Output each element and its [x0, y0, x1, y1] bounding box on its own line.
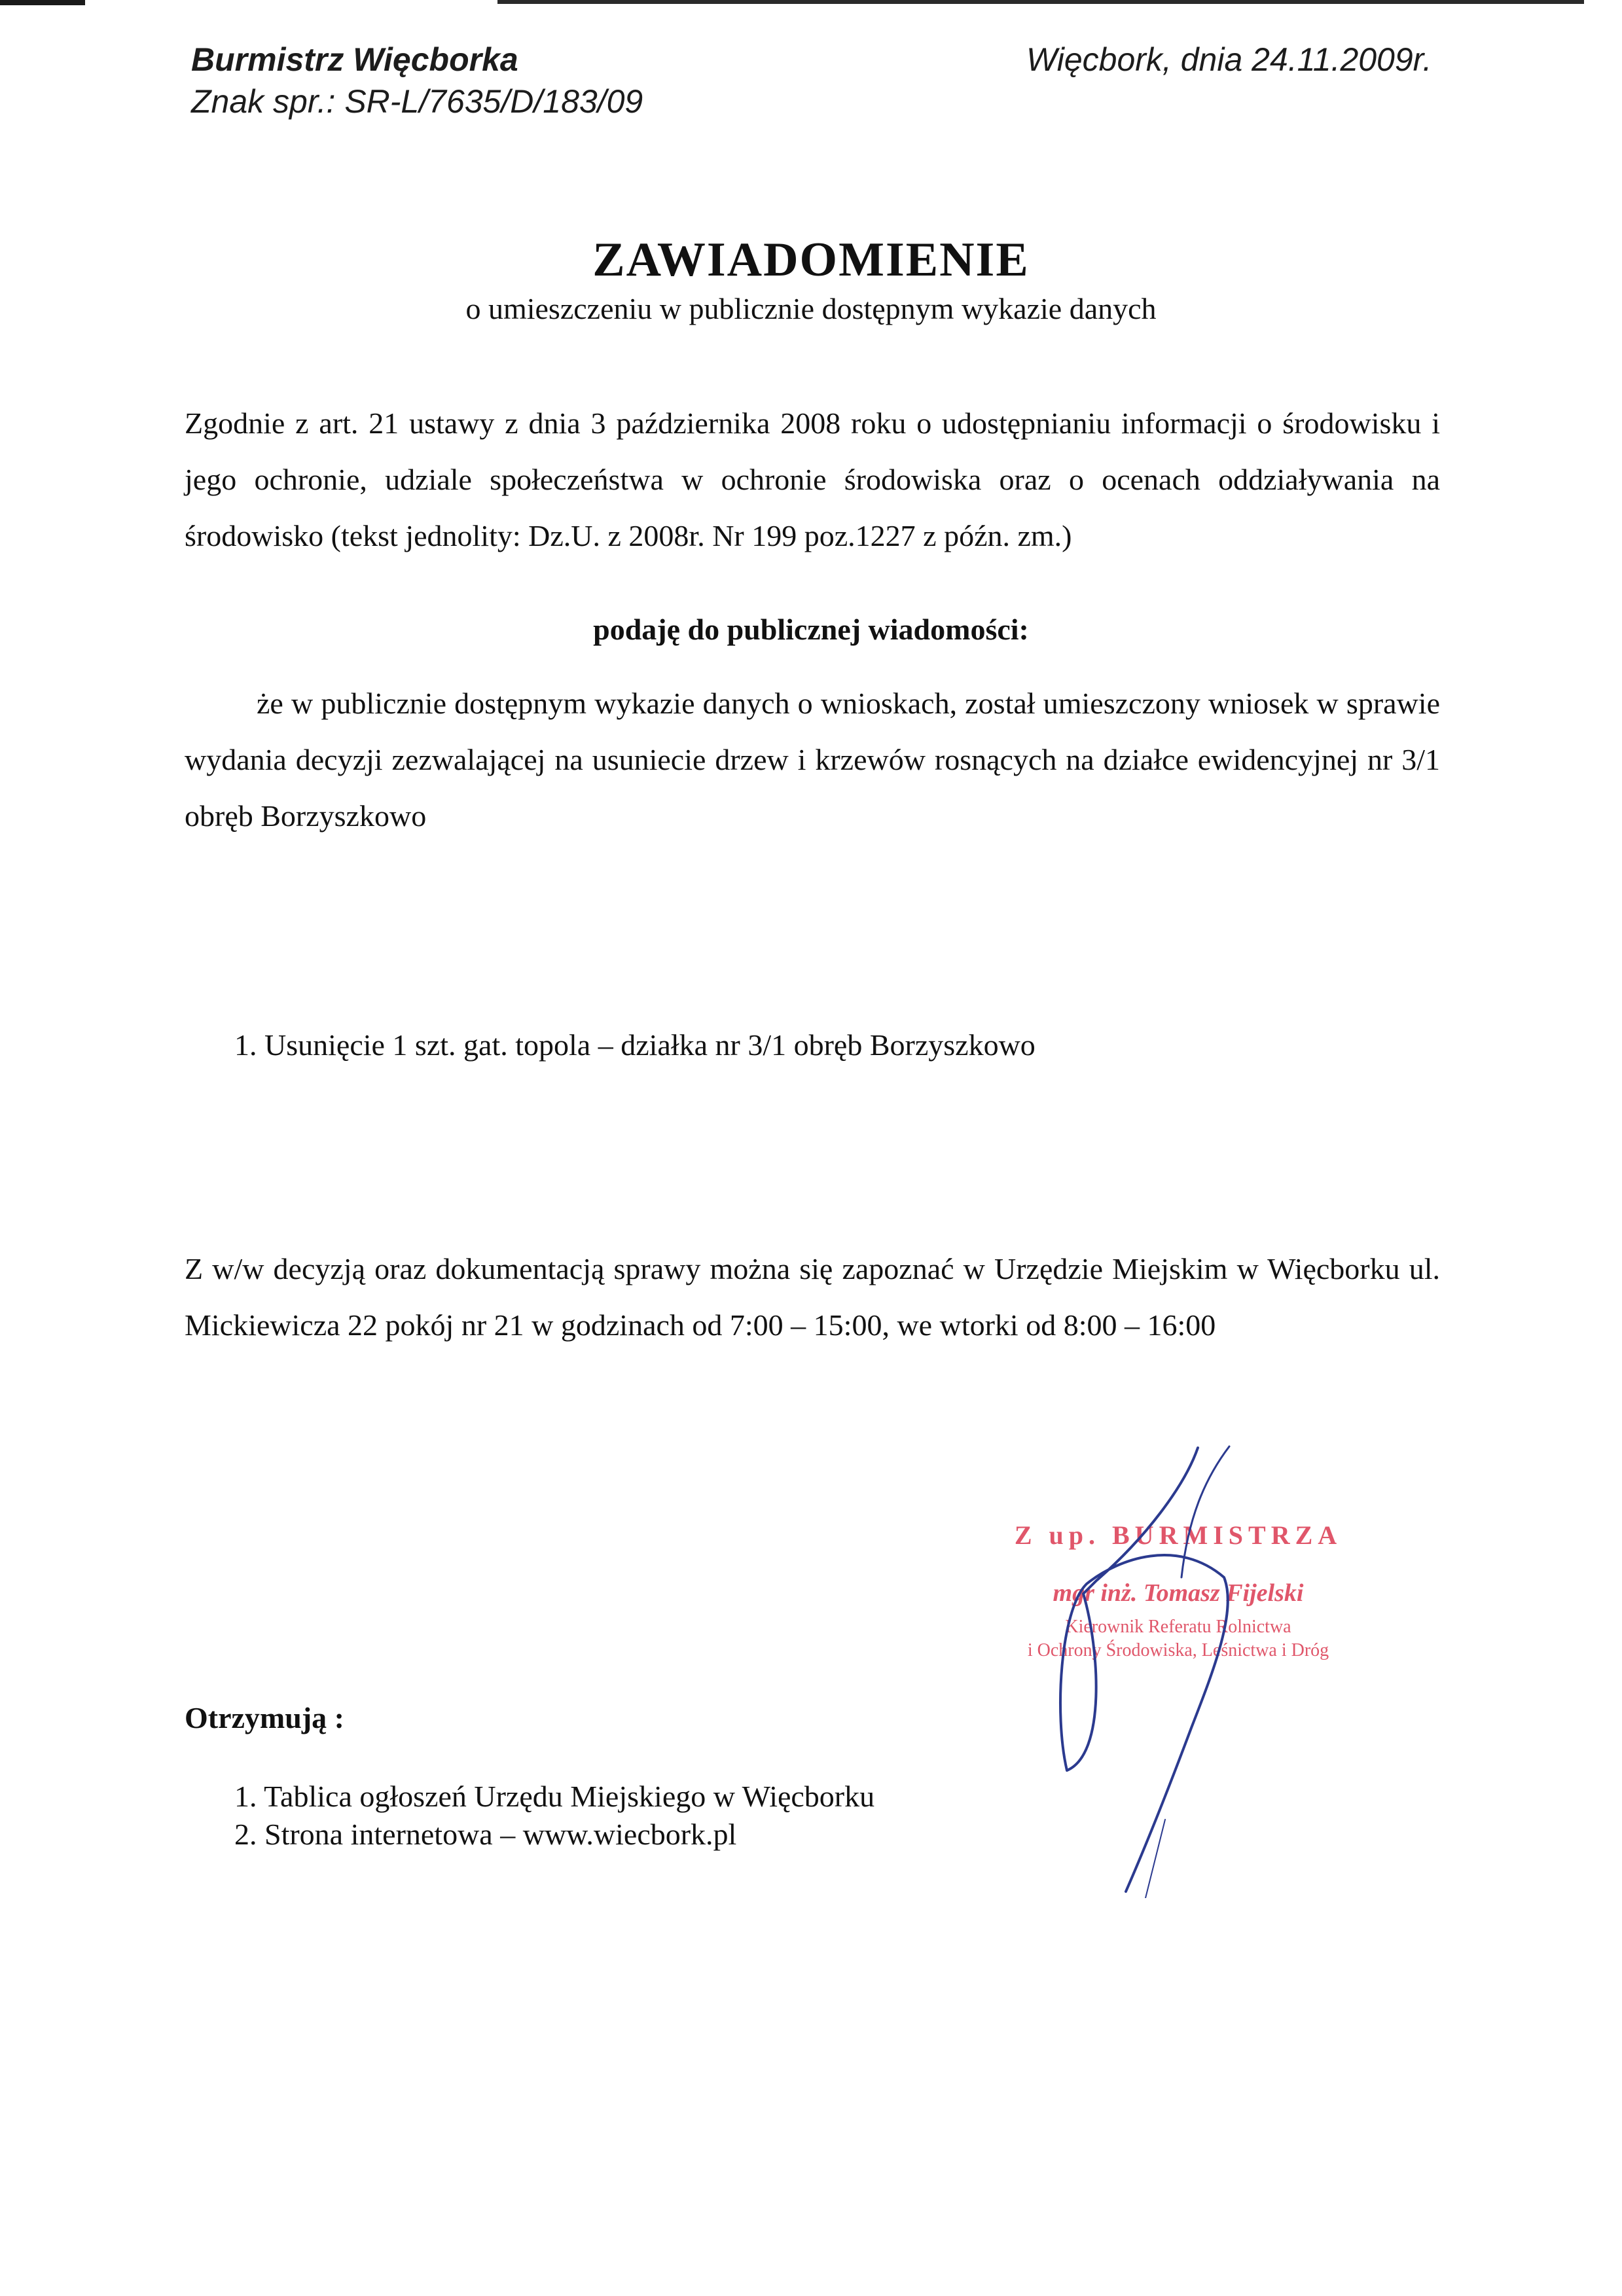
legal-basis-paragraph: Zgodnie z art. 21 ustawy z dnia 3 października 2008 roku o udostępnianiu informacji o środowisku i jego ochronie, udziale społeczeństwa w ochronie środowiska oraz o ocenach oddziaływania na środowisko (tekst jednolity: Dz.U. z 2008r. Nr 199 poz.1227 z późn. zm.) — [185, 406, 1440, 552]
stamp-position: Kierownik Referatu Rolnictwa — [1065, 1617, 1291, 1637]
recipient-item: 2. Strona internetowa – www.wiecbork.pl — [234, 1818, 737, 1851]
announcement-paragraph: że w publicznie dostępnym wykazie danych o wnioskach, został umieszczony wniosek w sprawie wydania decyzji zezwalającej na usuniecie drzew i krzewów rosnących na działce ewidencyjnej nr 3/1 obręb Borzyszkowo — [185, 687, 1440, 833]
handwritten-signature — [949, 1440, 1355, 1898]
document-subtitle: o umieszczeniu w publicznie dostępnym wykazie danych — [465, 292, 1157, 325]
reference-number: Znak spr.: SR-L/7635/D/183/09 — [191, 83, 643, 120]
place-date: Więcbork, dnia 24.11.2009r. — [1026, 41, 1432, 78]
recipients-heading: Otrzymują : — [185, 1701, 344, 1734]
list-item: 1. Usunięcie 1 szt. gat. topola – działka nr 3/1 obręb Borzyszkowo — [234, 1028, 1036, 1062]
stamp-department: i Ochrony Środowiska, Leśnictwa i Dróg — [1027, 1640, 1329, 1660]
stamp-name: mgr inż. Tomasz Fijelski — [1053, 1579, 1304, 1607]
info-paragraph: Z w/w decyzją oraz dokumentacją sprawy można się zapoznać w Urzędzie Miejskim w Więcborku ul. Mickiewicza 22 pokój nr 21 w godzinach od 7:00 – 15:00, we wtorki od 8:00 – 16:00 — [185, 1252, 1440, 1342]
document-title: ZAWIADOMIENIE — [592, 233, 1030, 287]
scan-edge — [497, 0, 1584, 4]
issuer-office: Burmistrz Więcborka — [191, 41, 518, 78]
recipient-item: 1. Tablica ogłoszeń Urzędu Miejskiego w Więcborku — [234, 1780, 875, 1813]
announcement-heading: podaję do publicznej wiadomości: — [593, 613, 1029, 646]
stamp-authority: Z up. BURMISTRZA — [1014, 1520, 1343, 1550]
scan-edge — [0, 0, 85, 5]
